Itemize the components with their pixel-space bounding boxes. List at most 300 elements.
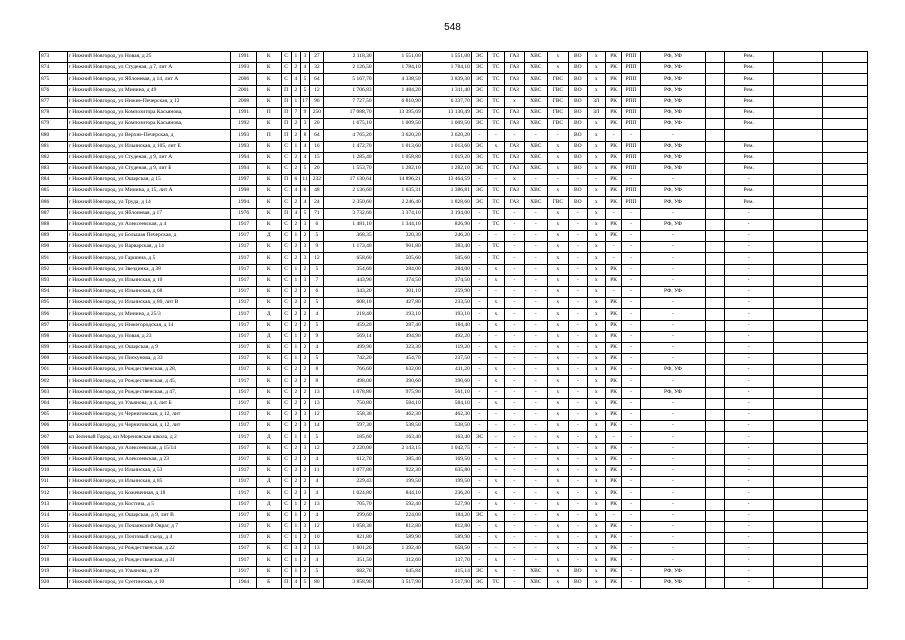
table-cell: 1964 <box>231 577 257 588</box>
table-cell: - <box>471 286 487 297</box>
table-cell: - <box>640 231 706 242</box>
table-cell: - <box>640 242 706 253</box>
table-cell: - <box>547 130 568 141</box>
table-cell: - <box>488 387 504 398</box>
table-cell: П <box>256 130 281 141</box>
table-cell: РК <box>605 387 621 398</box>
table-cell: ГАЗ <box>504 163 524 174</box>
table-cell: 608,10 <box>324 298 373 309</box>
table-cell: 12 <box>310 521 324 532</box>
table-cell <box>773 410 822 421</box>
table-cell: К <box>256 387 281 398</box>
table-cell: С <box>281 52 291 63</box>
table-cell: РК <box>605 197 621 208</box>
table-cell: - <box>622 387 640 398</box>
table-cell: П <box>281 96 291 107</box>
table-cell: - <box>622 275 640 286</box>
table-cell: 1 <box>291 141 300 152</box>
table-row <box>40 52 868 63</box>
table-cell: 812,80 <box>422 521 471 532</box>
table-cell: - <box>471 298 487 309</box>
table-cell: ЭС <box>471 152 487 163</box>
table-cell: х <box>587 465 605 476</box>
table-cell: 301,10 <box>373 286 422 297</box>
table-cell: К <box>256 342 281 353</box>
row-number-cell: 908 <box>40 443 68 454</box>
table-cell: 246,20 <box>422 231 471 242</box>
table-cell: 1 013,60 <box>373 141 422 152</box>
table-cell: х <box>547 365 568 376</box>
table-cell: х <box>547 264 568 275</box>
table-cell: - <box>525 175 548 186</box>
table-cell: 2 <box>300 533 309 544</box>
table-cell: х <box>587 130 605 141</box>
table-cell <box>706 253 724 264</box>
table-cell: - <box>525 275 548 286</box>
table-cell: - <box>525 555 548 566</box>
table-cell: 494,90 <box>373 331 422 342</box>
table-cell <box>822 219 867 230</box>
table-cell: 2 143,15 <box>373 443 422 454</box>
table-cell: - <box>525 432 548 443</box>
table-cell <box>822 410 867 421</box>
table-cell: 2 <box>300 510 309 521</box>
table-cell <box>706 152 724 163</box>
table-cell: ХВС <box>525 566 548 577</box>
table-cell: ТС <box>488 208 504 219</box>
table-cell: 1 009,50 <box>422 119 471 130</box>
table-cell: 1992 <box>231 119 257 130</box>
row-number-cell: 891 <box>40 253 68 264</box>
table-cell: - <box>640 533 706 544</box>
table-cell: К <box>256 197 281 208</box>
table-cell: - <box>525 521 548 532</box>
table-cell: РК <box>605 141 621 152</box>
table-cell: 1 078,80 <box>324 387 373 398</box>
table-row <box>40 465 868 476</box>
row-number-cell: 887 <box>40 208 68 219</box>
table-cell: - <box>504 219 524 230</box>
table-cell: ВО <box>569 85 587 96</box>
table-cell: х <box>587 63 605 74</box>
table-cell: ГВС <box>547 197 568 208</box>
address-cell: г Нижний Новгород, ул Композитора Касьянова, <box>67 119 231 130</box>
table-cell: 1917 <box>231 499 257 510</box>
table-cell: - <box>504 410 524 421</box>
table-cell: 3 620,20 <box>422 130 471 141</box>
table-cell: - <box>724 533 773 544</box>
table-cell: ТС <box>488 253 504 264</box>
table-cell: х <box>547 141 568 152</box>
table-cell: - <box>504 432 524 443</box>
table-cell: Рем. <box>724 96 773 107</box>
table-cell: - <box>622 320 640 331</box>
table-cell: ВО <box>569 197 587 208</box>
row-number-cell: 877 <box>40 96 68 107</box>
table-cell: - <box>622 510 640 521</box>
table-cell: - <box>504 398 524 409</box>
table-cell: 3 <box>300 443 309 454</box>
table-cell <box>773 286 822 297</box>
table-cell: 1917 <box>231 387 257 398</box>
table-cell: - <box>569 342 587 353</box>
table-cell: РК <box>605 421 621 432</box>
table-cell: 3 <box>300 275 309 286</box>
table-cell: ВО <box>569 119 587 130</box>
table-cell: П <box>281 130 291 141</box>
table-cell: 3 374,10 <box>373 208 422 219</box>
table-cell: - <box>569 376 587 387</box>
table-cell: 1 311,40 <box>422 85 471 96</box>
table-cell <box>706 119 724 130</box>
table-cell: х <box>547 298 568 309</box>
table-cell: 2 220,00 <box>324 443 373 454</box>
table-cell: - <box>525 309 548 320</box>
table-cell: РФ, УФ <box>640 365 706 376</box>
table-cell: С <box>281 443 291 454</box>
table-cell: ЭС <box>471 566 487 577</box>
table-cell: 383,40 <box>422 242 471 253</box>
table-cell <box>773 544 822 555</box>
table-cell: 1917 <box>231 555 257 566</box>
table-row <box>40 163 868 174</box>
table-cell: 1917 <box>231 510 257 521</box>
table-cell: 1 058,80 <box>373 152 422 163</box>
table-cell: 498,00 <box>324 376 373 387</box>
address-cell: кп Зеленый Город, кп Мореновская школа, д 2 <box>67 432 231 443</box>
table-cell: - <box>724 309 773 320</box>
table-cell: 427,80 <box>373 298 422 309</box>
table-cell: 1 <box>291 331 300 342</box>
table-cell: РК <box>605 477 621 488</box>
table-row <box>40 320 868 331</box>
table-cell: х <box>488 376 504 387</box>
table-cell: 1 472,70 <box>324 141 373 152</box>
table-cell: 2 <box>291 63 300 74</box>
table-cell: 1 077,80 <box>324 465 373 476</box>
table-cell: - <box>724 376 773 387</box>
table-cell: 193,10 <box>422 309 471 320</box>
table-cell: ТС <box>488 119 504 130</box>
table-cell: х <box>587 253 605 264</box>
table-cell: 584,10 <box>373 398 422 409</box>
table-cell: - <box>504 488 524 499</box>
address-cell: г Нижний Новгород, ул Пискунова, д 33 <box>67 354 231 365</box>
table-cell: - <box>640 376 706 387</box>
table-cell: 5 <box>300 208 309 219</box>
table-cell: 199,50 <box>422 477 471 488</box>
row-number-cell: 919 <box>40 566 68 577</box>
table-cell: 1976 <box>231 208 257 219</box>
table-cell: 1993 <box>231 141 257 152</box>
table-cell: С <box>281 219 291 230</box>
table-cell: К <box>256 555 281 566</box>
table-row <box>40 488 868 499</box>
table-cell: ЭС <box>471 107 487 118</box>
table-row <box>40 354 868 365</box>
table-cell: - <box>640 454 706 465</box>
table-cell: РК <box>605 521 621 532</box>
table-cell: Рем. <box>724 163 773 174</box>
table-cell <box>773 331 822 342</box>
table-cell: 4 765,20 <box>324 130 373 141</box>
table-cell: ТС <box>488 52 504 63</box>
table-cell: х <box>488 264 504 275</box>
table-cell: 13 130,49 <box>422 107 471 118</box>
table-cell: С <box>281 510 291 521</box>
table-cell: х <box>587 309 605 320</box>
table-cell: 2 <box>291 253 300 264</box>
table-row <box>40 219 868 230</box>
table-cell <box>822 286 867 297</box>
table-cell: - <box>488 354 504 365</box>
table-cell: - <box>569 219 587 230</box>
table-cell: - <box>525 242 548 253</box>
table-cell: 592,40 <box>373 499 422 510</box>
table-cell: 17 088,70 <box>324 107 373 118</box>
table-cell: 9 <box>310 331 324 342</box>
table-cell: Рем. <box>724 74 773 85</box>
table-cell <box>773 477 822 488</box>
table-cell: - <box>724 454 773 465</box>
table-row <box>40 331 868 342</box>
table-cell <box>706 141 724 152</box>
table-row <box>40 186 868 197</box>
table-cell: 5 <box>310 231 324 242</box>
table-cell: 4 <box>300 197 309 208</box>
table-cell: х <box>547 510 568 521</box>
table-cell: ТС <box>488 197 504 208</box>
table-cell: 2 <box>300 477 309 488</box>
table-cell <box>822 533 867 544</box>
table-cell: - <box>622 231 640 242</box>
table-cell: 1 <box>291 52 300 63</box>
table-cell: 24 <box>310 197 324 208</box>
table-cell: ВО <box>569 163 587 174</box>
table-cell: 1998 <box>231 186 257 197</box>
table-cell: х <box>488 510 504 521</box>
table-cell: ГАЗ <box>504 74 524 85</box>
address-cell: г Нижний Новгород, ул Звездинка, д 38 <box>67 264 231 275</box>
table-cell: 3 732,60 <box>324 208 373 219</box>
address-cell: г Нижний Новгород, ул Минина, д 15, лит А <box>67 186 231 197</box>
table-cell <box>822 465 867 476</box>
table-cell: 233,50 <box>422 298 471 309</box>
address-cell: г Нижний Новгород, ул Рождественская, д 31 <box>67 555 231 566</box>
table-cell: РК <box>605 186 621 197</box>
table-cell: ГВС <box>547 96 568 107</box>
table-cell <box>822 96 867 107</box>
table-cell: - <box>504 555 524 566</box>
table-cell: - <box>605 130 621 141</box>
table-cell: 169,50 <box>422 454 471 465</box>
table-cell <box>773 52 822 63</box>
table-cell: К <box>256 152 281 163</box>
table-cell: - <box>622 577 640 588</box>
table-cell: РК <box>605 96 621 107</box>
table-cell: ТС <box>488 152 504 163</box>
table-cell: РК <box>605 577 621 588</box>
table-cell: х <box>587 219 605 230</box>
table-cell: 538,50 <box>422 421 471 432</box>
table-cell: РФ, УФ <box>640 163 706 174</box>
table-cell: К <box>256 119 281 130</box>
table-cell <box>773 454 822 465</box>
table-cell: - <box>471 253 487 264</box>
table-cell: ЭС <box>471 141 487 152</box>
table-cell: Рем. <box>724 107 773 118</box>
table-cell: - <box>471 555 487 566</box>
table-cell: Рем. <box>724 119 773 130</box>
table-cell: 3 <box>300 242 309 253</box>
table-cell: ТС <box>488 219 504 230</box>
table-cell: - <box>569 443 587 454</box>
table-cell <box>706 510 724 521</box>
table-cell: 2 136,60 <box>324 186 373 197</box>
table-cell: х <box>587 398 605 409</box>
table-cell: - <box>504 387 524 398</box>
table-cell: ВО <box>569 96 587 107</box>
table-cell: 11 <box>300 175 309 186</box>
table-cell: х <box>488 499 504 510</box>
table-cell: ГВС <box>547 107 568 118</box>
table-cell: - <box>488 175 504 186</box>
table-cell: - <box>471 219 487 230</box>
table-cell: 224,00 <box>373 510 422 521</box>
address-cell: г Нижний Новгород, ул Ошарская, д 9 <box>67 342 231 353</box>
table-cell: 1917 <box>231 432 257 443</box>
table-cell: х <box>488 566 504 577</box>
table-cell: - <box>525 443 548 454</box>
table-cell: х <box>587 119 605 130</box>
table-cell: ЗЛ <box>587 107 605 118</box>
table-cell <box>706 477 724 488</box>
table-cell: - <box>471 175 487 186</box>
table-cell: С <box>281 566 291 577</box>
table-cell: 1 058,30 <box>324 521 373 532</box>
table-cell: - <box>640 432 706 443</box>
table-cell: х <box>547 309 568 320</box>
table-cell <box>706 63 724 74</box>
table-cell: х <box>587 566 605 577</box>
table-cell: - <box>724 231 773 242</box>
table-cell: Д <box>256 309 281 320</box>
table-cell <box>822 186 867 197</box>
table-cell: РПП <box>622 74 640 85</box>
table-cell <box>822 432 867 443</box>
table-cell: 1 601,26 <box>324 544 373 555</box>
row-number-cell: 888 <box>40 219 68 230</box>
table-cell: 3 <box>300 52 309 63</box>
table-cell: 682,70 <box>324 566 373 577</box>
table-cell: С <box>281 555 291 566</box>
table-row <box>40 286 868 297</box>
row-number-cell: 906 <box>40 421 68 432</box>
table-cell: 13 <box>310 499 324 510</box>
table-cell: - <box>640 342 706 353</box>
table-cell <box>706 52 724 63</box>
table-cell <box>773 186 822 197</box>
row-number-cell: 912 <box>40 488 68 499</box>
table-cell <box>773 387 822 398</box>
table-cell <box>773 152 822 163</box>
table-cell: - <box>471 320 487 331</box>
table-cell: - <box>569 410 587 421</box>
table-cell: х <box>488 275 504 286</box>
table-cell: К <box>256 510 281 521</box>
address-cell: г Нижний Новгород, ул Рождественская, д 47, <box>67 387 231 398</box>
table-cell <box>706 331 724 342</box>
table-cell <box>822 52 867 63</box>
table-cell: К <box>256 275 281 286</box>
table-cell: х <box>547 320 568 331</box>
table-cell: 193,10 <box>373 309 422 320</box>
table-cell: 13 464,59 <box>422 175 471 186</box>
table-cell: - <box>622 365 640 376</box>
table-cell: 2 <box>291 242 300 253</box>
table-cell: 259,90 <box>422 286 471 297</box>
table-cell <box>706 208 724 219</box>
table-cell: 236,20 <box>422 488 471 499</box>
table-cell: 2 <box>300 286 309 297</box>
address-cell: г Нижний Новгород, ул Нижегородская, д 14 <box>67 320 231 331</box>
table-cell: - <box>471 264 487 275</box>
table-cell: х <box>488 398 504 409</box>
table-cell: РК <box>605 365 621 376</box>
table-cell: 1917 <box>231 566 257 577</box>
table-cell <box>706 175 724 186</box>
table-cell <box>822 342 867 353</box>
table-cell: - <box>569 231 587 242</box>
table-cell: 1 <box>300 432 309 443</box>
table-cell: х <box>587 410 605 421</box>
table-cell: 2 126,50 <box>324 63 373 74</box>
table-cell: ЗЛ <box>587 96 605 107</box>
table-cell: - <box>569 432 587 443</box>
table-cell: 199,50 <box>373 477 422 488</box>
table-cell: П <box>281 85 291 96</box>
table-cell: 2 <box>291 130 300 141</box>
table-cell: х <box>547 499 568 510</box>
table-cell: К <box>256 63 281 74</box>
table-cell: ЭС <box>471 186 487 197</box>
table-cell: РФ, УФ <box>640 74 706 85</box>
table-cell <box>822 197 867 208</box>
table-cell: х <box>587 443 605 454</box>
table-cell: ХВС <box>525 186 548 197</box>
housing-register-table <box>39 51 868 589</box>
table-cell: - <box>724 387 773 398</box>
table-cell: - <box>525 320 548 331</box>
table-cell: 1 828,60 <box>422 197 471 208</box>
table-cell: П <box>281 577 291 588</box>
table-cell: 2 <box>291 320 300 331</box>
table-cell: - <box>724 510 773 521</box>
table-cell <box>773 342 822 353</box>
table-cell: 1 551,00 <box>373 52 422 63</box>
row-number-cell: 900 <box>40 354 68 365</box>
table-cell: 4 <box>310 488 324 499</box>
table-cell: 390,60 <box>373 376 422 387</box>
table-cell: С <box>281 533 291 544</box>
table-cell: К <box>256 488 281 499</box>
table-cell: 2 <box>291 443 300 454</box>
table-cell: ТС <box>488 96 504 107</box>
table-cell <box>706 320 724 331</box>
table-cell: - <box>622 264 640 275</box>
table-cell: - <box>504 533 524 544</box>
table-cell: 3 <box>300 253 309 264</box>
